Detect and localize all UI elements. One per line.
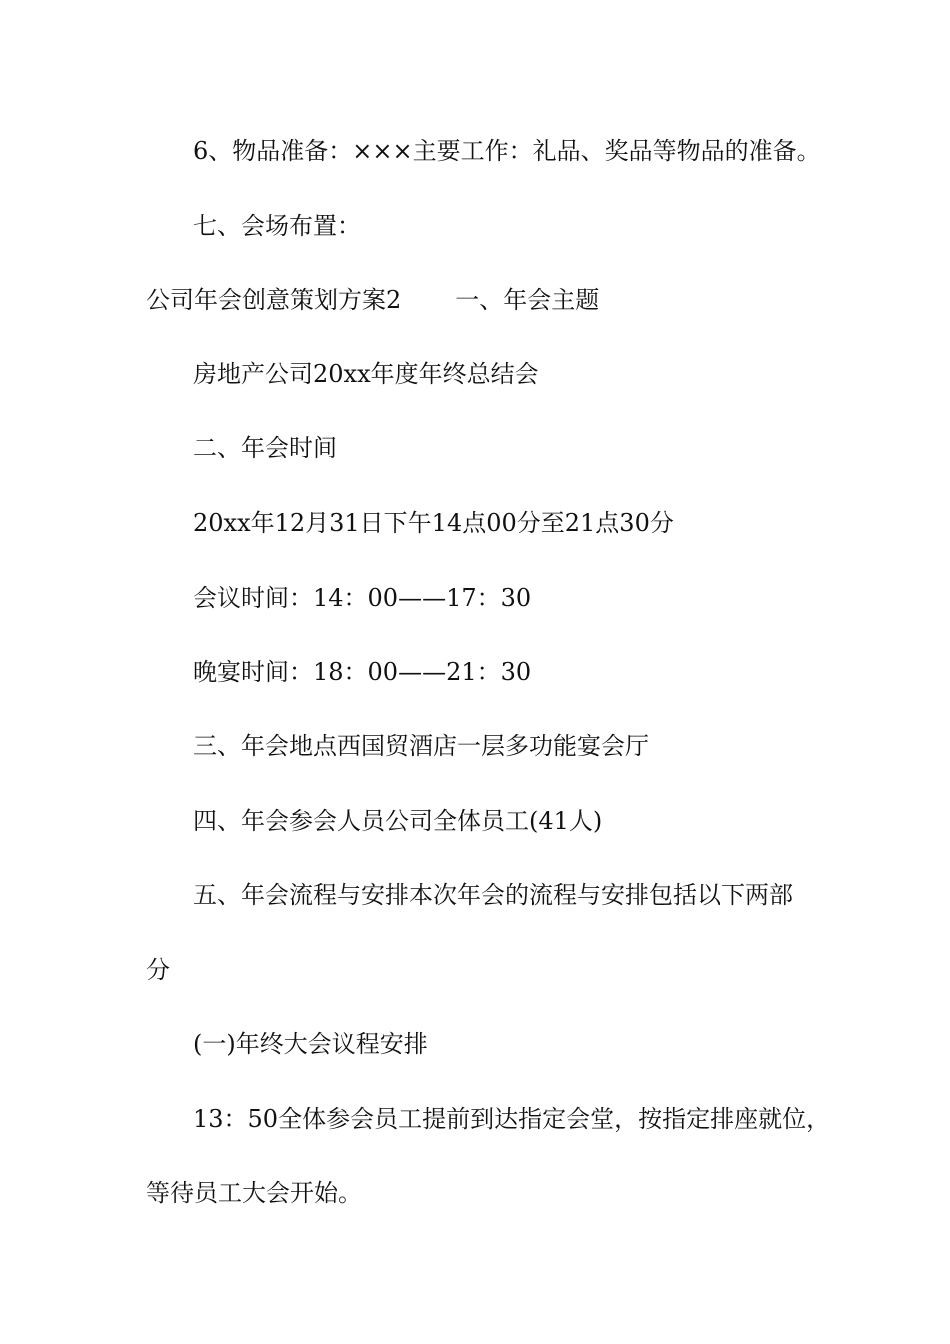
paragraph-theme: 房地产公司20xx年度年终总结会 [193, 360, 539, 388]
section-heading-process: 五、年会流程与安排本次年会的流程与安排包括以下两部 [193, 881, 793, 909]
section-heading-time: 二、年会时间 [193, 434, 337, 462]
section-heading-venue-layout: 七、会场布置： [193, 212, 361, 240]
subsection-heading-agenda: (一)年终大会议程安排 [193, 1030, 428, 1058]
document-title-line [146, 285, 599, 315]
paragraph-process-continued: 分 [146, 956, 170, 984]
paragraph-agenda-item: 13：50全体参会员工提前到达指定会堂，按指定排座就位， [193, 1105, 831, 1133]
paragraph-meeting-time: 会议时间：14：00——17：30 [193, 584, 532, 612]
paragraph-item-preparation: 6、物品准备：×××主要工作：礼品、奖品等物品的准备。 [193, 137, 821, 165]
paragraph-agenda-item-continued: 等待员工大会开始。 [146, 1179, 362, 1207]
section-heading-attendees: 四、年会参会人员公司全体员工(41人) [193, 807, 603, 835]
section-heading-theme: 一、年会主题 [455, 286, 600, 314]
paragraph-date-range: 20xx年12月31日下午14点00分至21点30分 [193, 509, 674, 537]
paragraph-dinner-time: 晚宴时间：18：00——21：30 [193, 658, 532, 686]
section-heading-location: 三、年会地点西国贸酒店一层多功能宴会厅 [193, 732, 649, 760]
document-title: 公司年会创意策划方案2 [146, 286, 402, 314]
